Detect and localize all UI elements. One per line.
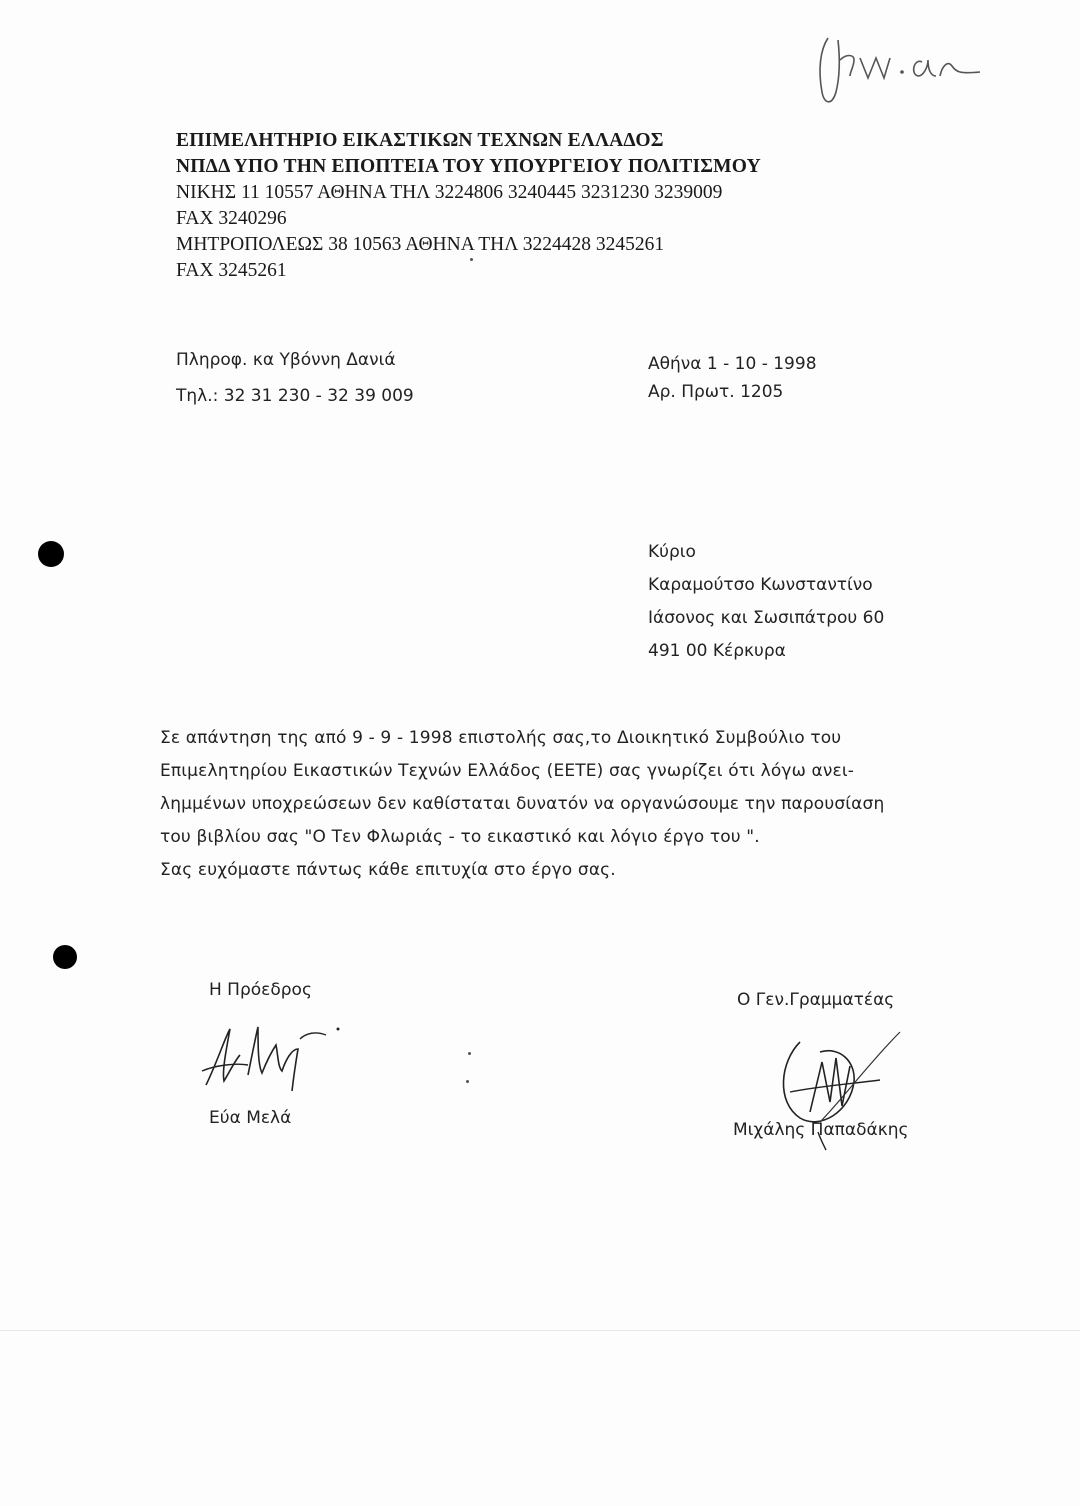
scan-artifact-line [0, 1330, 1080, 1331]
contact-info: Πληροφ. κα Υβόννη Δανιά [176, 350, 396, 370]
recipient-city: 491 00 Κέρκυρα [648, 641, 786, 661]
punch-hole [38, 541, 64, 567]
stray-mark [468, 1052, 471, 1055]
recipient-address [648, 536, 884, 668]
secretary-name: Μιχάλης Παπαδάκης [733, 1120, 909, 1140]
stray-mark [470, 258, 473, 261]
body-line: λημμένων υποχρεώσεων δεν καθίσταται δυνατόν να οργανώσουμε την παρουσίαση [160, 794, 885, 814]
recipient-salutation: Κύριο [648, 542, 696, 562]
letter-body [160, 722, 980, 887]
secretary-title: Ο Γεν.Γραμματέας [737, 990, 895, 1010]
address-line: ΝΙΚΗΣ 11 10557 ΑΘΗΝΑ ΤΗΛ 3224806 3240445 3231230 3239009 [176, 182, 723, 203]
fax-line: FAX 3245261 [176, 260, 287, 281]
body-line: Σας ευχόμαστε πάντως κάθε επιτυχία στο έργο σας. [160, 860, 616, 880]
body-line: Σε απάντηση της από 9 - 9 - 1998 επιστολής σας,το Διοικητικό Συμβούλιο του [160, 728, 842, 748]
organization-status: ΝΠΔΔ ΥΠΟ ΤΗΝ ΕΠΟΠΤΕΙΑ ΤΟΥ ΥΠΟΥΡΓΕΙΟΥ ΠΟΛΙΤΙΣΜΟΥ [176, 156, 761, 177]
president-name: Εύα Μελά [209, 1108, 292, 1128]
body-line: Επιμελητηρίου Εικαστικών Τεχνών Ελλάδος (ΕΕΤΕ) σας γνωρίζει ότι λόγω ανει- [160, 761, 855, 781]
letter-date: Αθήνα 1 - 10 - 1998 [648, 354, 817, 374]
address-line: ΜΗΤΡΟΠΟΛΕΩΣ 38 10563 ΑΘΗΝΑ ΤΗΛ 3224428 3245261 [176, 234, 665, 255]
contact-phone: Τηλ.: 32 31 230 - 32 39 009 [176, 386, 414, 406]
protocol-number: Αρ. Πρωτ. 1205 [648, 382, 784, 402]
president-signature [196, 1015, 346, 1095]
punch-hole [53, 945, 77, 969]
letterhead [176, 128, 761, 284]
body-line: του βιβλίου σας "Ο Τεν Φλωριάς - το εικαστικό και λόγιο έργο του ". [160, 827, 760, 847]
organization-name: ΕΠΙΜΕΛΗΤΗΡΙΟ ΕΙΚΑΣΤΙΚΩΝ ΤΕΧΝΩΝ ΕΛΛΑΔΟΣ [176, 130, 664, 151]
fax-line: FAX 3240296 [176, 208, 287, 229]
president-title: Η Πρόεδρος [209, 980, 312, 1000]
handwritten-note [810, 20, 990, 110]
recipient-street: Ιάσονος και Σωσιπάτρου 60 [648, 608, 885, 628]
stray-mark [466, 1080, 469, 1083]
recipient-name: Καραμούτσο Κωνσταντίνο [648, 575, 873, 595]
